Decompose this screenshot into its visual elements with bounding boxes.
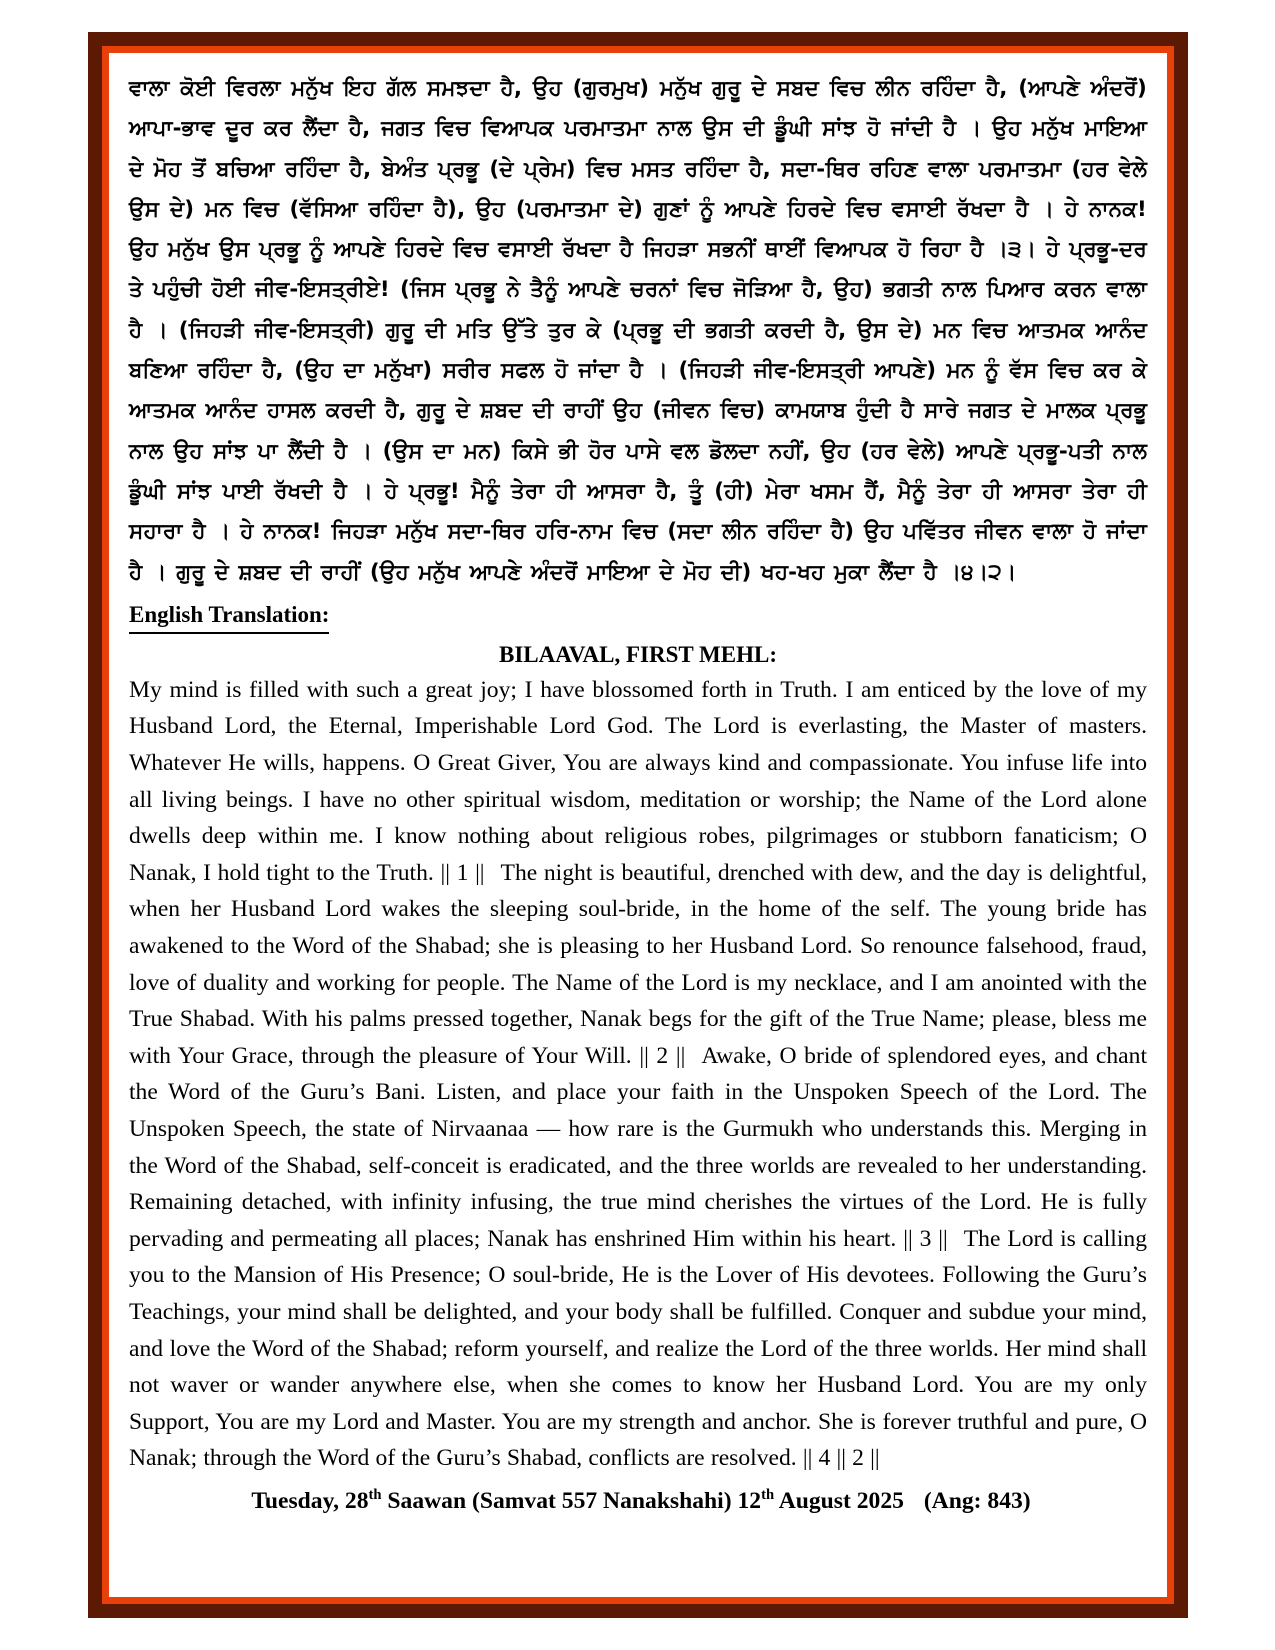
decorative-inner-border — [102, 46, 1174, 1604]
footer-nanakshahi-day-suffix: th — [368, 1487, 382, 1504]
raag-title: BILAAVAL, FIRST MEHL: — [499, 641, 777, 667]
verse-marker-1: || 1 || — [440, 859, 485, 886]
document-content — [109, 53, 1167, 1597]
footer-nanakshahi-day: 28 — [344, 1487, 369, 1514]
verse-marker-4: || 4 || 2 || — [802, 1445, 880, 1472]
english-translation-label: English Translation: — [129, 599, 329, 634]
english-verse-1: My mind is filled with such a great joy; I have blossomed forth in Truth. I am enticed by the love of my Husband Lord, the Eternal, Imperishable Lord God. The Lord is everlasting, the Master of masters. Whatever He wills, happens. O Great Giver, You are always kind and compassionate. You infuse life into all living beings. I have no other spiritual wisdom, meditation or worship; the Name of the Lord alone dwells deep within me. I know nothing about religious robes, pilgrimages or stubborn fanaticism; O Nanak, I hold tight to the Truth. — [129, 676, 1147, 886]
english-translation-body — [129, 672, 1147, 1477]
gurmukhi-paragraph: ਵਾਲਾ ਕੋਈ ਵਿਰਲਾ ਮਨੁੱਖ ਇਹ ਗੱਲ ਸਮਝਦਾ ਹੈ, ਉਹ (ਗੁਰਮੁਖ) ਮਨੁੱਖ ਗੁਰੂ ਦੇ ਸਬਦ ਵਿਚ ਲੀਨ ਰਹਿੰਦਾ ਹੈ, (ਆਪਣੇ ਅੰਦਰੋਂ) ਆਪਾ-ਭਾਵ ਦੂਰ ਕਰ ਲੈਂਦਾ ਹੈ, ਜਗਤ ਵਿਚ ਵਿਆਪਕ ਪਰਮਾਤਮਾ ਨਾਲ ਉਸ ਦੀ ਡੂੰਘੀ ਸਾਂਝ ਹੋ ਜਾਂਦੀ ਹੈ । ਉਹ ਮਨੁੱਖ ਮਾਇਆ ਦੇ ਮੋਹ ਤੋਂ ਬਚਿਆ ਰਹਿੰਦਾ ਹੈ, ਬੇਅੰਤ ਪ੍ਰਭੂ (ਦੇ ਪ੍ਰੇਮ) ਵਿਚ ਮਸਤ ਰਹਿੰਦਾ ਹੈ, ਸਦਾ-ਥਿਰ ਰਹਿਣ ਵਾਲਾ ਪਰਮਾਤਮਾ (ਹਰ ਵੇਲੇ ਉਸ ਦੇ) ਮਨ ਵਿਚ (ਵੱਸਿਆ ਰਹਿੰਦਾ ਹੈ), ਉਹ (ਪਰਮਾਤਮਾ ਦੇ) ਗੁਣਾਂ ਨੂੰ ਆਪਣੇ ਹਿਰਦੇ ਵਿਚ ਵਸਾਈ ਰੱਖਦਾ ਹੈ । ਹੇ ਨਾਨਕ! ਉਹ ਮਨੁੱਖ ਉਸ ਪ੍ਰਭੂ ਨੂੰ ਆਪਣੇ ਹਿਰਦੇ ਵਿਚ ਵਸਾਈ ਰੱਖਦਾ ਹੈ ਜਿਹੜਾ ਸਭਨੀਂ ਥਾਈਂ ਵਿਆਪਕ ਹੋ ਰਿਹਾ ਹੈ ।੩। ਹੇ ਪ੍ਰਭੂ-ਦਰ ਤੇ ਪਹੁੰਚੀ ਹੋਈ ਜੀਵ-ਇਸਤ੍ਰੀਏ! (ਜਿਸ ਪ੍ਰਭੂ ਨੇ ਤੈਨੂੰ ਆਪਣੇ ਚਰਨਾਂ ਵਿਚ ਜੋੜਿਆ ਹੈ, ਉਹ) ਭਗਤੀ ਨਾਲ ਪਿਆਰ ਕਰਨ ਵਾਲਾ ਹੈ । (ਜਿਹੜੀ ਜੀਵ-ਇਸਤ੍ਰੀ) ਗੁਰੂ ਦੀ ਮਤਿ ਉੱਤੇ ਤੁਰ ਕੇ (ਪ੍ਰਭੂ ਦੀ ਭਗਤੀ ਕਰਦੀ ਹੈ, ਉਸ ਦੇ) ਮਨ ਵਿਚ ਆਤਮਕ ਆਨੰਦ ਬਣਿਆ ਰਹਿੰਦਾ ਹੈ, (ਉਹ ਦਾ ਮਨੁੱਖਾ) ਸਰੀਰ ਸਫਲ ਹੋ ਜਾਂਦਾ ਹੈ । (ਜਿਹੜੀ ਜੀਵ-ਇਸਤ੍ਰੀ ਆਪਣੇ) ਮਨ ਨੂੰ ਵੱਸ ਵਿਚ ਕਰ ਕੇ ਆਤਮਕ ਆਨੰਦ ਹਾਸਲ ਕਰਦੀ ਹੈ, ਗੁਰੂ ਦੇ ਸ਼ਬਦ ਦੀ ਰਾਹੀਂ ਉਹ (ਜੀਵਨ ਵਿਚ) ਕਾਮਯਾਬ ਹੁੰਦੀ ਹੈ ਸਾਰੇ ਜਗਤ ਦੇ ਮਾਲਕ ਪ੍ਰਭੂ ਨਾਲ ਉਹ ਸਾਂਝ ਪਾ ਲੈਂਦੀ ਹੈ । (ਉਸ ਦਾ ਮਨ) ਕਿਸੇ ਭੀ ਹੋਰ ਪਾਸੇ ਵਲ ਡੋਲਦਾ ਨਹੀਂ, ਉਹ (ਹਰ ਵੇਲੇ) ਆਪਣੇ ਪ੍ਰਭੂ-ਪਤੀ ਨਾਲ ਡੂੰਘੀ ਸਾਂਝ ਪਾਈ ਰੱਖਦੀ ਹੈ । ਹੇ ਪ੍ਰਭੂ! ਮੈਨੂੰ ਤੇਰਾ ਹੀ ਆਸਰਾ ਹੈ, ਤੂੰ (ਹੀ) ਮੇਰਾ ਖਸਮ ਹੈਂ, ਮੈਨੂੰ ਤੇਰਾ ਹੀ ਆਸਰਾ ਤੇਰਾ ਹੀ ਸਹਾਰਾ ਹੈ । ਹੇ ਨਾਨਕ! ਜਿਹੜਾ ਮਨੁੱਖ ਸਦਾ-ਥਿਰ ਹਰਿ-ਨਾਮ ਵਿਚ (ਸਦਾ ਲੀਨ ਰਹਿੰਦਾ ਹੈ) ਉਹ ਪਵਿੱਤਰ ਜੀਵਨ ਵਾਲਾ ਹੋ ਜਾਂਦਾ ਹੈ । ਗੁਰੂ ਦੇ ਸ਼ਬਦ ਦੀ ਰਾਹੀਂ (ਉਹ ਮਨੁੱਖ ਆਪਣੇ ਅੰਦਰੋਂ ਮਾਇਆ ਦੇ ਮੋਹ ਦੀ) ਖਹ-ਖਹ ਮੁਕਾ ਲੈਂਦਾ ਹੈ ।੪।੨। — [129, 76, 1147, 585]
verse-marker-3: || 3 || — [903, 1225, 948, 1252]
date-footer — [129, 1483, 1147, 1519]
english-translation-heading-row — [129, 595, 1147, 636]
footer-gregorian-day: 12 — [737, 1487, 762, 1514]
footer-ang-reference: (Ang: 843) — [923, 1487, 1031, 1514]
english-verse-2: The night is beautiful, drenched with dew, and the day is delightful, when her Husband Lord wakes the sleeping soul-bride, in the home of the self. The young bride has awakened to the Word of the Shabad; she is pleasing to her Husband Lord. So renounce falsehood, fraud, love of duality and working for people. The Name of the Lord is my necklace, and I am anointed with the True Shabad. With his palms pressed together, Nanak begs for the gift of the True Name; please, bless me with Your Grace, through the pleasure of Your Will. — [129, 859, 1148, 1069]
footer-gregorian-rest: August 2025 — [778, 1487, 904, 1514]
footer-nanakshahi-month: Saawan (Samvat 557 Nanakshahi) — [387, 1487, 732, 1514]
english-verse-3: Awake, O bride of splendored eyes, and chant the Word of the Guru’s Bani. Listen, and place your faith in the Unspoken Speech of the Lord. The Unspoken Speech, the state of Nirvaanaa — how rare is the Gurmukh who understands this. Merging in the Word of the Shabad, self-conceit is eradicated, and the three worlds are revealed to her understanding. Remaining detached, with infinity infusing, the true mind cherishes the virtues of the Lord. He is fully pervading and permeating all places; Nanak has enshrined Him within his heart. — [129, 1042, 1147, 1252]
english-verse-4: The Lord is calling you to the Mansion of His Presence; O soul-bride, He is the Lover of His devotees. Following the Guru’s Teachings, your mind shall be delighted, and your body shall be fulfilled. Conquer and subdue your mind, and love the Word of the Shabad; reform yourself, and realize the Lord of the three worlds. Her mind shall not waver or wander anywhere else, when she comes to know her Husband Lord. You are my only Support, You are my Lord and Master. You are my strength and anchor. She is forever truthful and pure, O Nanak; through the Word of the Guru’s Shabad, conflicts are resolved. — [129, 1225, 1147, 1472]
decorative-outer-border — [88, 32, 1188, 1618]
footer-gregorian-day-suffix: th — [761, 1487, 775, 1504]
verse-marker-2: || 2 || — [639, 1042, 686, 1069]
footer-weekday: Tuesday, — [251, 1487, 339, 1514]
